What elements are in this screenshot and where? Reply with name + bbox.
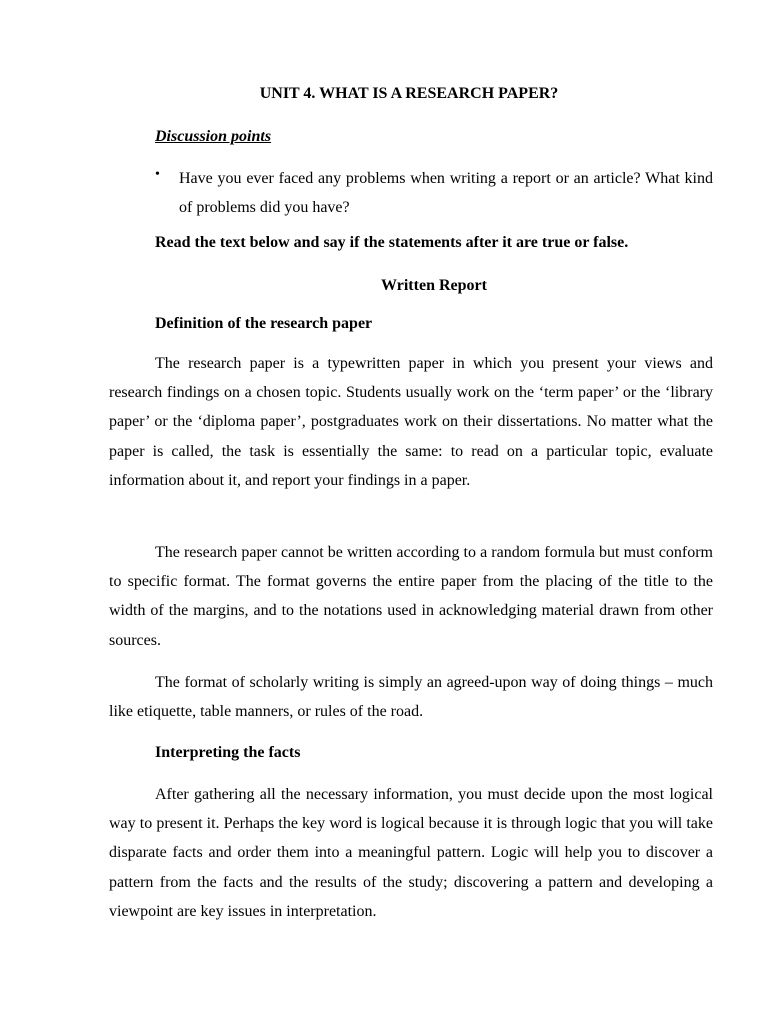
heading-interpreting: Interpreting the facts	[155, 744, 301, 761]
paragraph-definition-1: The research paper is a typewritten paper in which you present your views and research findings on a chosen topic. Students usually work on the ‘term paper’ or the ‘library paper’ or the ‘diploma paper’, postgraduates work on their dissertations. No matter what the paper is called, the task is essentially the same: to read on a particular topic, evaluate information about it, and report your findings in a paper.	[109, 355, 713, 489]
heading-definition: Definition of the research paper	[155, 315, 373, 332]
bullet-text: Have you ever faced any problems when writing a report or an article? What kind of problems did you have?	[179, 170, 713, 216]
document-title: UNIT 4. WHAT IS A RESEARCH PAPER?	[259, 85, 559, 102]
paragraph-definition-2: The research paper cannot be written according to a random formula but must conform to specific format. The format governs the entire paper from the placing of the title to the width of the margins, and to the notations used in acknowledging material drawn from other sources.	[109, 544, 713, 649]
discussion-bullet-item	[155, 164, 713, 222]
bullet-icon: •	[155, 167, 160, 182]
discussion-points-heading: Discussion points	[155, 128, 272, 145]
section-title: Written Report	[381, 277, 487, 294]
paragraph-definition-3: The format of scholarly writing is simply an agreed-upon way of doing things – much like etiquette, table manners, or rules of the road.	[109, 674, 713, 721]
paragraph-interpreting: After gathering all the necessary information, you must decide upon the most logical way to present it. Perhaps the key word is logical because it is through logic that you will take disparate facts and order them into a meaningful pattern. Logic will help you to discover a pattern from the facts and the results of the study; discovering a pattern and developing a viewpoint are key issues in interpretation.	[109, 786, 713, 920]
task-instruction: Read the text below and say if the statements after it are true or false.	[155, 234, 629, 251]
